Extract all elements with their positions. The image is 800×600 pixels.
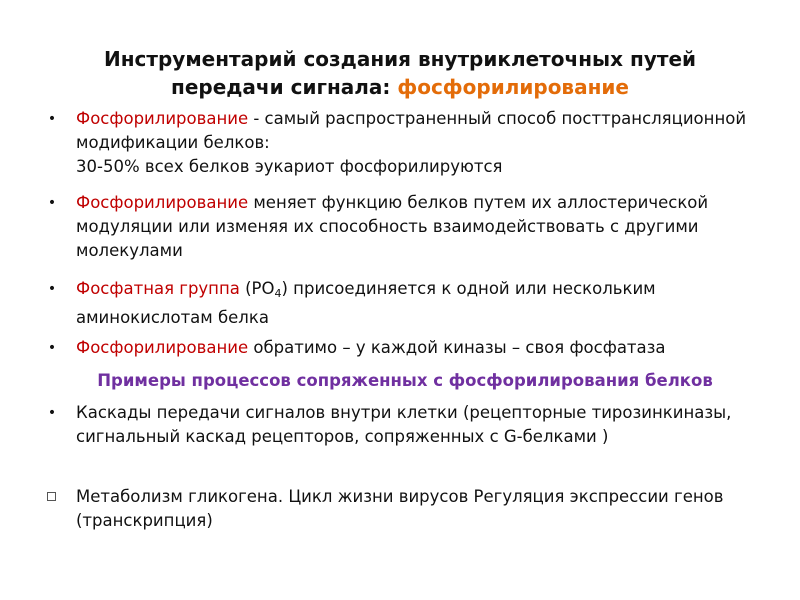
example-item-1 bbox=[47, 401, 766, 449]
bullet-dot-icon: • bbox=[47, 405, 57, 421]
bullet-item-1 bbox=[47, 107, 766, 179]
bullet-dot-icon: • bbox=[47, 340, 57, 356]
bullet-item-2 bbox=[47, 191, 766, 263]
bullet-3-subscript: 4 bbox=[274, 287, 282, 300]
title-line-2 bbox=[60, 73, 740, 101]
example-2-text: Метаболизм гликогена. Цикл жизни вирусов Регуляция экспрессии генов (транскрипция) bbox=[76, 487, 724, 530]
bullet-1-text: - самый распространенный способ посттрансляционной модификации белков: bbox=[76, 109, 747, 152]
example-item-2 bbox=[76, 485, 766, 533]
bullet-dot-icon: • bbox=[47, 195, 57, 211]
hollow-square-bullet-icon bbox=[47, 492, 56, 501]
bullet-3-text-a: (PO bbox=[239, 279, 275, 298]
bullet-4-highlight: Фосфорилирование bbox=[76, 338, 249, 357]
bullet-1-line-2: 30-50% всех белков эукариот фосфорилируются bbox=[76, 157, 503, 176]
title-line-2-prefix: передачи сигнала: bbox=[171, 75, 398, 99]
bullet-3-text-b: ) присоединяется к одной или нескольким аминокислотам белка bbox=[76, 279, 656, 327]
bullet-dot-icon: • bbox=[47, 111, 57, 127]
bullet-4-text: обратимо – у каждой киназы – своя фосфатаза bbox=[248, 338, 666, 357]
bullet-item-4 bbox=[47, 336, 766, 360]
title-accent: фосфорилирование bbox=[397, 75, 629, 99]
bullet-3-highlight: Фосфатная группа bbox=[76, 279, 240, 298]
examples-heading: Примеры процессов сопряженных с фосфорилирования белков bbox=[97, 371, 713, 390]
bullet-2-highlight: Фосфорилирование bbox=[76, 193, 249, 212]
bullet-dot-icon: • bbox=[47, 281, 57, 297]
title-line-1: Инструментарий создания внутриклеточных путей bbox=[103, 47, 697, 71]
bullet-1-highlight: Фосфорилирование bbox=[76, 109, 249, 128]
bullet-2-text: меняет функцию белков путем их аллостерической модуляции или изменяя их способность взаимодействовать с другими молекулами bbox=[76, 193, 709, 260]
slide-title bbox=[60, 45, 740, 101]
bullet-item-3 bbox=[47, 277, 766, 330]
example-1-text: Каскады передачи сигналов внутри клетки (рецепторные тирозинкиназы, сигнальный каскад рецепторов, сопряженных с G-белками ) bbox=[76, 403, 732, 446]
